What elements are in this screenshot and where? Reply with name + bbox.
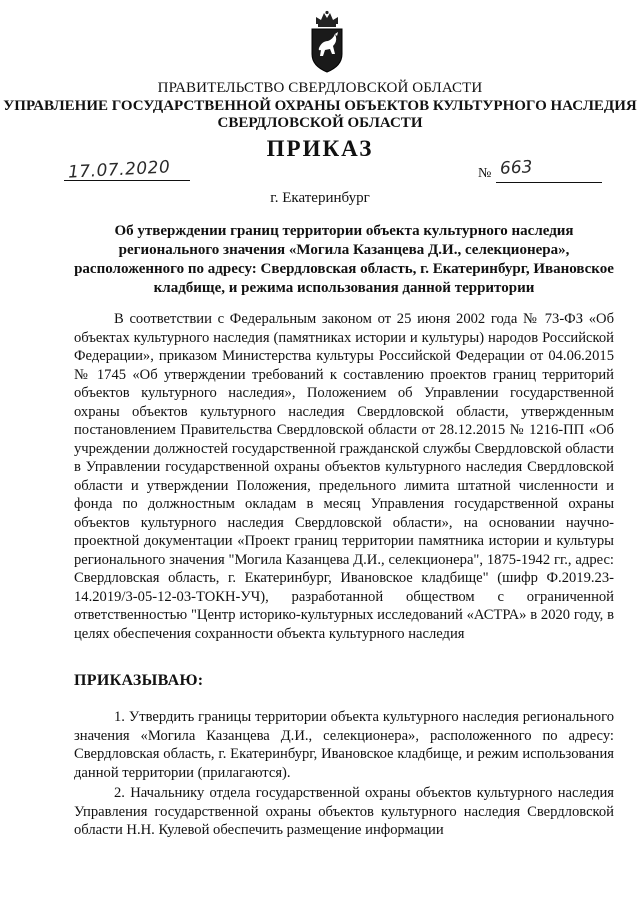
handwritten-number: 663 xyxy=(499,157,533,179)
handwritten-date: 17.07.2020 xyxy=(67,157,171,183)
department-line-2: СВЕРДЛОВСКОЙ ОБЛАСТИ xyxy=(217,115,423,131)
government-name: ПРАВИТЕЛЬСТВО СВЕРДЛОВСКОЙ ОБЛАСТИ xyxy=(157,80,483,96)
document-type: ПРИКАЗ xyxy=(266,136,374,161)
coat-of-arms-icon xyxy=(306,10,348,74)
number-sign: № xyxy=(478,166,492,181)
number-field xyxy=(478,157,602,186)
order-item-1: 1. Утвердить границы территории объекта культурного наследия регионального значения «Могила Казанцева Д.И., селекционера», расположенного по адресу: Свердловская область, г. Екатеринбург, Ивановское кладбище, и режим использования данной территории (прилагаются). xyxy=(74,709,614,781)
order-item-2: 2. Начальнику отдела государственной охраны объектов культурного наследия Управления государственной охраны объектов культурного наследия Свердловской области Н.Н. Кулевой обеспечить размещение информации xyxy=(74,785,614,838)
number-underline xyxy=(496,182,602,183)
order-word: ПРИКАЗЫВАЮ: xyxy=(74,672,204,689)
date-field xyxy=(64,157,194,184)
city: г. Екатеринбург xyxy=(270,190,370,206)
document-subject: Об утверждении границ территории объекта культурного наследия регионального значения «Могила Казанцева Д.И., селекционера», расположенного по адресу: Свердловская область, г. Екатеринбург, Ивановское кладбище, и режима использования данной территории xyxy=(74,223,614,296)
department-name xyxy=(0,98,640,132)
date-underline xyxy=(64,180,190,181)
department-line-1: УПРАВЛЕНИЕ ГОСУДАРСТВЕННОЙ ОХРАНЫ ОБЪЕКТОВ КУЛЬТУРНОГО НАСЛЕДИЯ xyxy=(3,98,637,114)
preamble-paragraph: В соответствии с Федеральным законом от 25 июня 2002 года № 73-ФЗ «Об объектах культурного наследия (памятниках истории и культуры) народов Российской Федерации», приказом Министерства культуры Российской Федерации от 04.06.2015 № 1745 «Об утверждении требований к составлению проектов границ территорий объектов культурного наследия», Положением об Управлении государственной охраны объектов культурного наследия Свердловской области, утвержденным постановлением Правительства Свердловской области от 28.12.2015 № 1216-ПП «Об учреждении должностей государственной гражданской службы Свердловской области в Управлении государственной охраны объектов культурного наследия Свердловской области и утверждении Положения, предельного лимита штатной численности и фонда по должностным окладам в месяц Управления государственной охраны объектов культурного наследия Свердловской области», на основании научно-проектной документации «Проект границ территории памятника истории и культуры регионального значения "Могила Казанцева Д.И., селекционера", 1875-1942 гг., адрес: Свердловская область, г. Екатеринбург, Ивановское кладбище" (шифр Ф.2019.23-14.2019/3-05-12-03-ТОКН-УЧ), разработанной обществом с ограниченной ответственностью "Центр историко-культурных исследований «АСТРА» в 2020 году, в целях обеспечения сохранности объекта культурного наследия xyxy=(74,311,614,642)
